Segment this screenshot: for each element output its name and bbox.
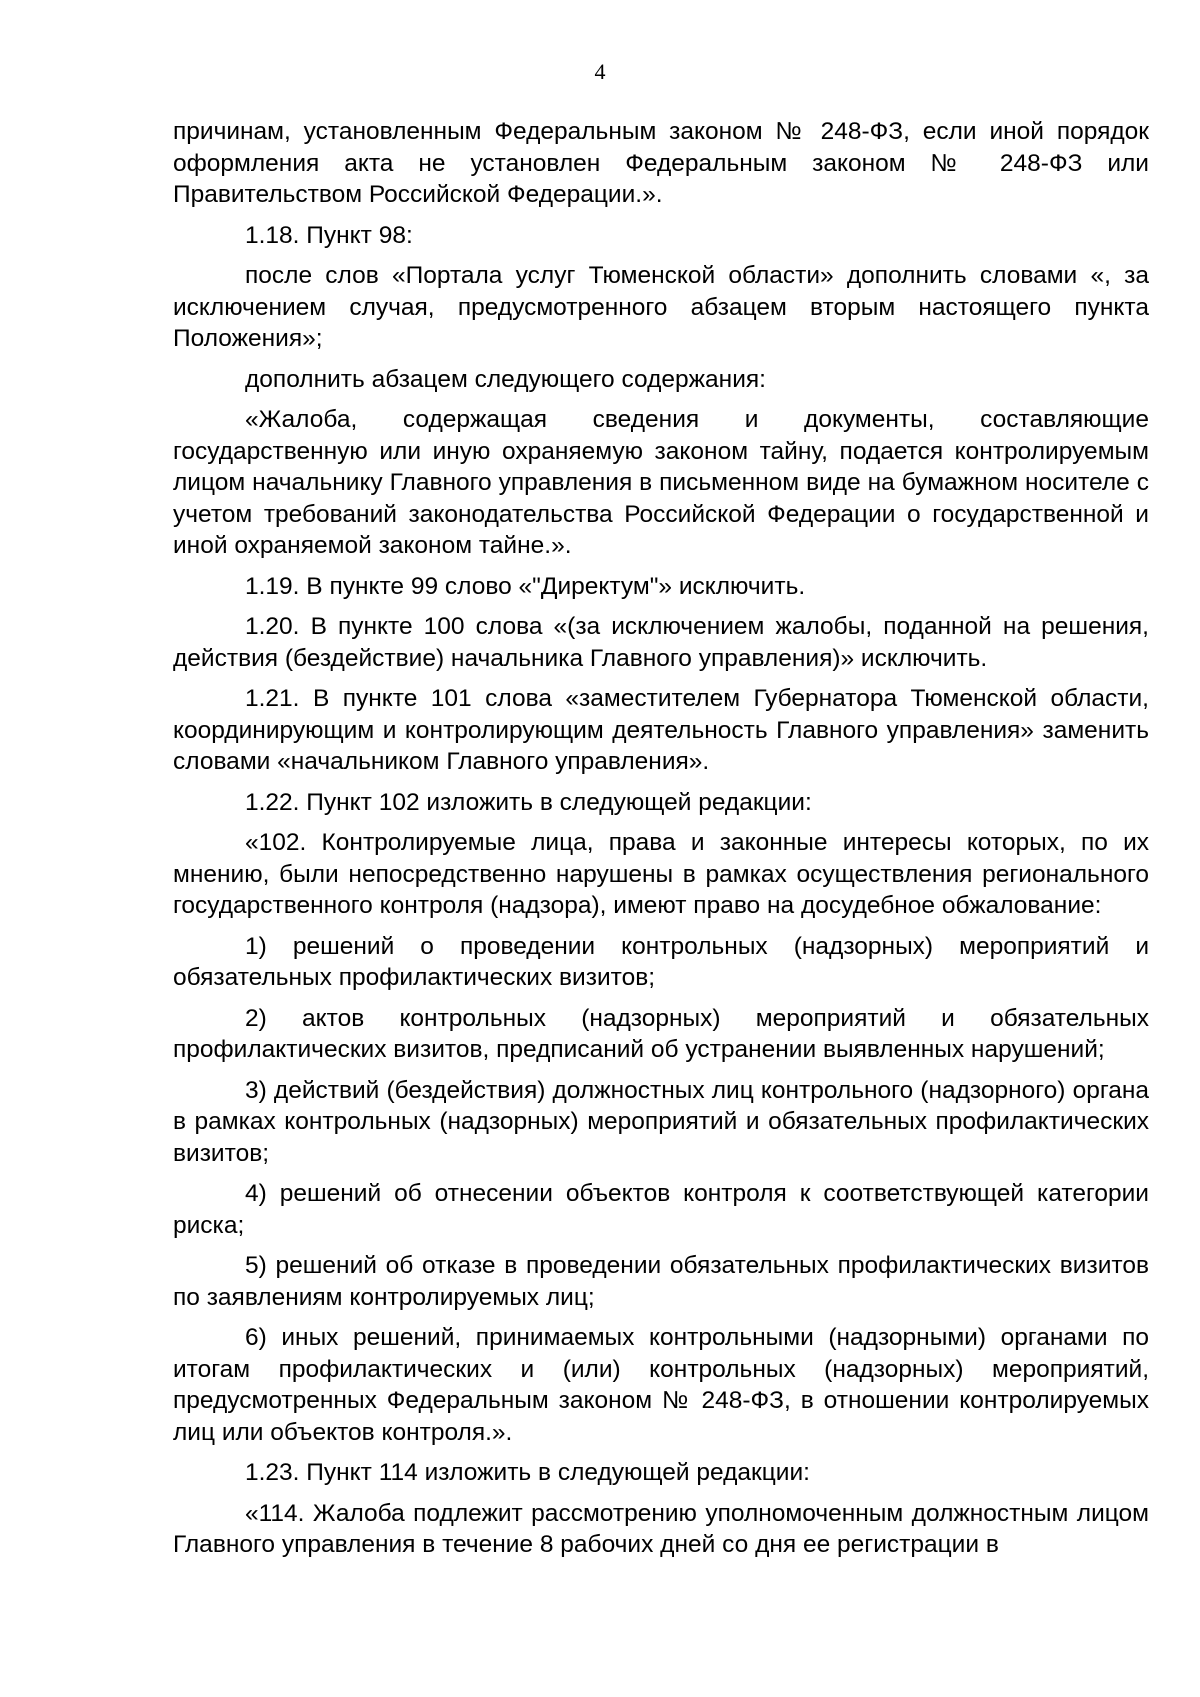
list-item: 3) действий (бездействия) должностных лиц контрольного (надзорного) органа в рамках контрольных (надзорных) мероприятий и обязательных профилактических визитов;: [173, 1076, 1149, 1167]
paragraph-item-1-22: 1.22. Пункт 102 изложить в следующей редакции:: [245, 788, 812, 816]
paragraph-item-1-20: 1.20. В пункте 100 слова «(за исключением жалобы, поданной на решения, действия (бездействие) начальника Главного управления)» исключить.: [173, 613, 1149, 672]
paragraph-amendment: дополнить абзацем следующего содержания:: [245, 365, 766, 393]
paragraph-continuation: причинам, установленным Федеральным законом № 248-ФЗ, если иной порядок оформления акта не установлен Федеральным законом № 248-ФЗ или Правительством Российской Федерации.».: [173, 118, 1149, 208]
list-item: 5) решений об отказе в проведении обязательных профилактических визитов по заявлениям контролируемых лиц;: [173, 1252, 1149, 1311]
list-item: 1) решений о проведении контрольных (надзорных) мероприятий и обязательных профилактических визитов;: [173, 932, 1149, 991]
paragraph-item-1-21: 1.21. В пункте 101 слова «заместителем Губернатора Тюменской области, координирующим и контролирующим деятельность Главного управления» заменить словами «начальником Главного управления».: [173, 685, 1149, 775]
paragraph-quoted-text: «Жалоба, содержащая сведения и документы, составляющие государственную или иную охраняемую законом тайну, подается контролируемым лицом начальнику Главного управления в письменном виде на бумажном носителе с учетом требований законодательства Российской Федерации о государственной и иной охраняемой законом тайне.».: [173, 406, 1149, 559]
paragraph-item-1-18: 1.18. Пункт 98:: [245, 221, 413, 249]
page-number: 4: [594, 59, 606, 84]
paragraph-amendment: после слов «Портала услуг Тюменской области» дополнить словами «, за исключением случая, предусмотренного абзацем вторым настоящего пункта Положения»;: [173, 262, 1149, 352]
paragraph-quoted-text: «114. Жалоба подлежит рассмотрению уполномоченным должностным лицом Главного управления в течение 8 рабочих дней со дня ее регистрации в: [173, 1499, 1149, 1558]
list-item: 4) решений об отнесении объектов контроля к соответствующей категории риска;: [173, 1180, 1149, 1239]
paragraph-quoted-text: «102. Контролируемые лица, права и законные интересы которых, по их мнению, были непосредственно нарушены в рамках осуществления регионального государственного контроля (надзора), имеют право на досудебное обжалование:: [173, 829, 1149, 919]
document-body: [173, 116, 1149, 1570]
paragraph-item-1-23: 1.23. Пункт 114 изложить в следующей редакции:: [245, 1459, 810, 1486]
paragraph-item-1-19: 1.19. В пункте 99 слово «"Директум"» исключить.: [245, 572, 806, 600]
list-item: 6) иных решений, принимаемых контрольными (надзорными) органами по итогам профилактических и (или) контрольных (надзорных) мероприятий, предусмотренных Федеральным законом № 248-ФЗ, в отношении контролируемых лиц или объектов контроля.».: [173, 1324, 1149, 1446]
list-item: 2) актов контрольных (надзорных) мероприятий и обязательных профилактических визитов, предписаний об устранении выявленных нарушений;: [173, 1004, 1149, 1063]
